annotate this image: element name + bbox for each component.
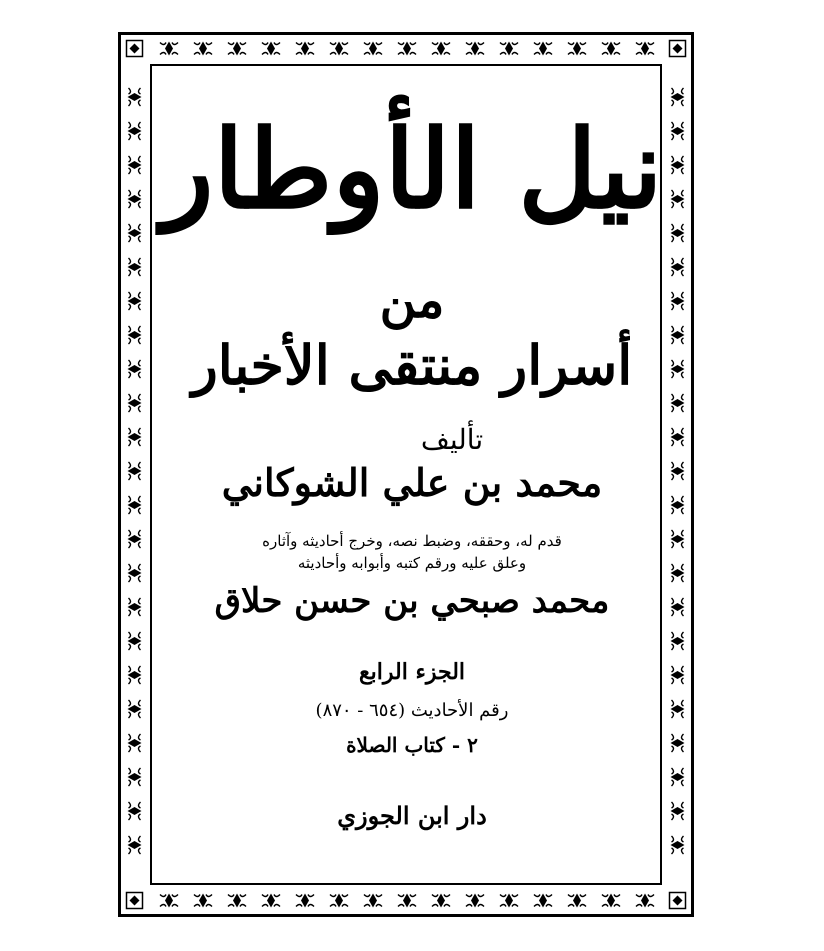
- diamond-and-rosette-icon: [534, 42, 552, 56]
- diamond-and-rosette-icon: [128, 632, 142, 650]
- diamond-and-rosette-icon: [568, 42, 586, 56]
- authorship-label: تأليف: [420, 423, 484, 456]
- diamond-and-rosette-icon: [128, 836, 142, 854]
- diamond-and-rosette-icon: [671, 836, 685, 854]
- diamond-and-rosette-icon: [602, 894, 620, 908]
- book-title: نيل الأوطار: [161, 107, 663, 233]
- diamond-and-rosette-icon: [160, 894, 178, 908]
- diamond-and-rosette-icon: [330, 894, 348, 908]
- editor-credit-line-2: وعلق عليه ورقم كتبه وأبوابه وأحاديثه: [297, 554, 527, 572]
- publisher-name: دار ابن الجوزي: [337, 801, 487, 830]
- title-connector: من: [379, 270, 445, 329]
- diamond-and-rosette-icon: [194, 42, 212, 56]
- ornament-border-bottom: [121, 887, 691, 914]
- diamond-and-rosette-icon: [432, 894, 450, 908]
- diamond-and-rosette-icon: [228, 42, 246, 56]
- diamond-and-rosette-icon: [398, 42, 416, 56]
- diamond-and-rosette-icon: [466, 42, 484, 56]
- diamond-and-rosette-icon: [262, 42, 280, 56]
- diamond-and-rosette-icon: [671, 768, 685, 786]
- diamond-and-rosette-icon: [398, 894, 416, 908]
- diamond-and-rosette-icon: [364, 894, 382, 908]
- diamond-and-rosette-icon: [500, 42, 518, 56]
- book-section: ٢ - كتاب الصلاة: [346, 733, 478, 757]
- diamond-and-rosette-icon: [296, 42, 314, 56]
- diamond-and-rosette-icon: [194, 894, 212, 908]
- ornament-border-top: [121, 35, 691, 62]
- book-subtitle: أسرار منتقى الأخبار: [191, 333, 633, 397]
- diamond-and-rosette-icon: [262, 894, 280, 908]
- diamond-and-rosette-icon: [466, 894, 484, 908]
- diamond-and-rosette-icon: [602, 42, 620, 56]
- diamond-and-rosette-icon: [636, 42, 654, 56]
- diamond-and-rosette-icon: [160, 42, 178, 56]
- diamond-and-rosette-icon: [636, 894, 654, 908]
- diamond-and-rosette-icon: [296, 894, 314, 908]
- diamond-and-rosette-icon: [364, 42, 382, 56]
- diamond-and-rosette-icon: [432, 42, 450, 56]
- diamond-and-rosette-icon: [128, 768, 142, 786]
- author-name: محمد بن علي الشوكاني: [221, 460, 603, 505]
- diamond-and-rosette-icon: [568, 894, 586, 908]
- editor-credit-line-1: قدم له، وحققه، وضبط نصه، وخرج أحاديثه وآثاره: [262, 532, 562, 550]
- diamond-and-rosette-icon: [534, 894, 552, 908]
- hadith-range: رقم الأحاديث (٦٥٤ - ٨٧٠): [315, 700, 509, 721]
- diamond-and-rosette-icon: [228, 894, 246, 908]
- editor-name: محمد صبحي بن حسن حلاق: [214, 581, 610, 621]
- diamond-and-rosette-icon: [671, 632, 685, 650]
- diamond-and-rosette-icon: [500, 894, 518, 908]
- diamond-and-rosette-icon: [330, 42, 348, 56]
- volume-label: الجزء الرابع: [358, 659, 466, 685]
